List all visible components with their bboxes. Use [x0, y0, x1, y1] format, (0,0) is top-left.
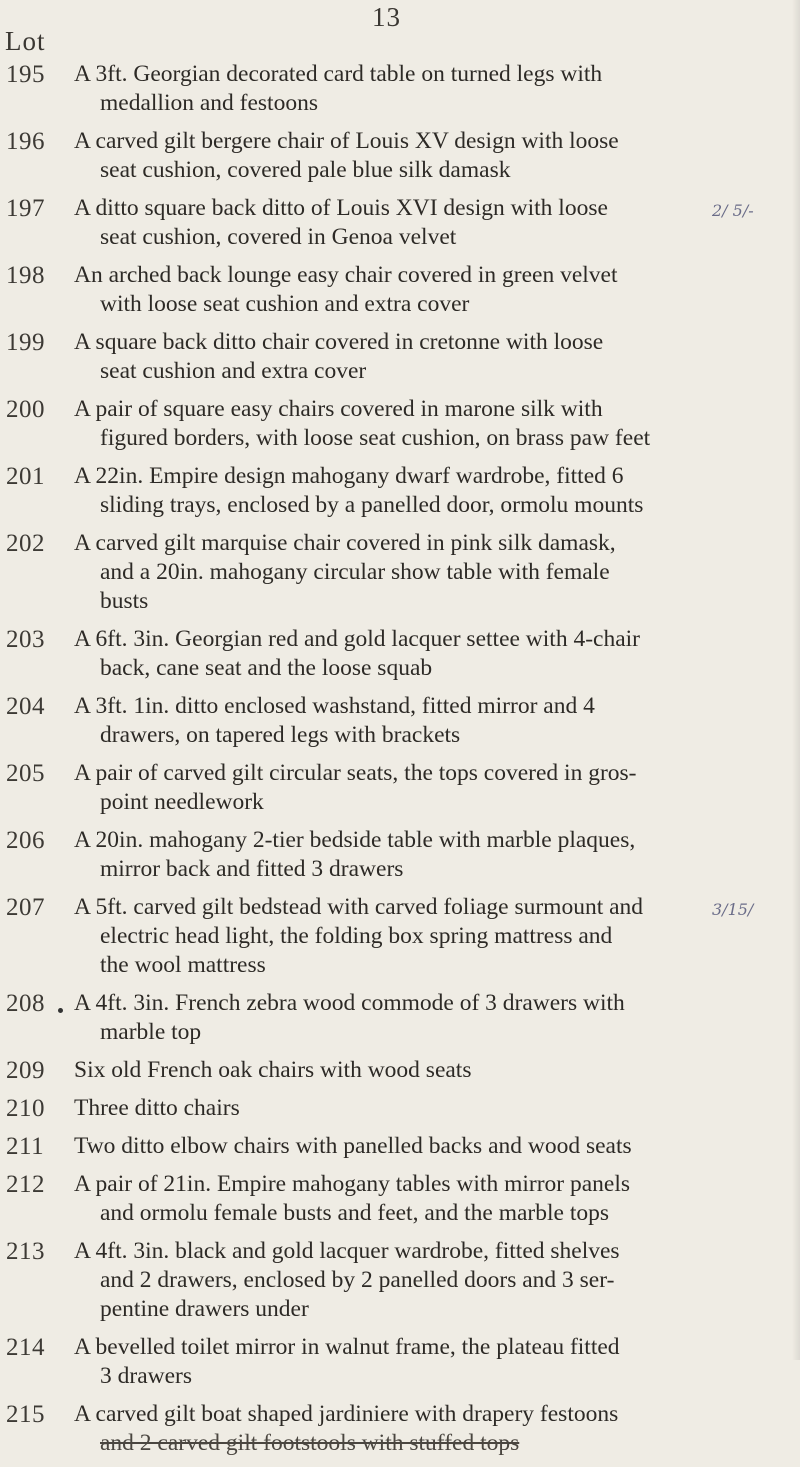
- handwritten-price: 3/15/: [712, 900, 754, 919]
- lot-description-line: electric head light, the folding box spring mattress and: [100, 923, 613, 949]
- lot-description: [74, 328, 714, 386]
- lot-description-line: A ditto square back ditto of Louis XVI design with loose: [74, 195, 608, 221]
- lot-description-line: A pair of carved gilt circular seats, the tops covered in gros-: [74, 760, 637, 786]
- lot-column-header: Lot: [5, 26, 46, 56]
- lot-entry: [0, 1400, 800, 1458]
- lot-description-line: A carved gilt marquise chair covered in pink silk damask,: [74, 530, 616, 556]
- lot-description-line: A 5ft. carved gilt bedstead with carved foliage surmount and: [74, 894, 644, 920]
- lot-description-line: 3 drawers: [100, 1363, 193, 1389]
- lot-number: 197: [6, 195, 45, 222]
- lot-description-line: A carved gilt boat shaped jardiniere with drapery festoons: [74, 1401, 619, 1427]
- lot-list: [0, 60, 800, 1467]
- lot-description-line: A 4ft. 3in. French zebra wood commode of 3 drawers with: [74, 990, 625, 1016]
- lot-description: [74, 462, 714, 520]
- lot-number: 211: [6, 1133, 45, 1160]
- lot-description: [74, 1333, 714, 1391]
- lot-entry: [0, 759, 800, 817]
- lot-entry: [0, 625, 800, 683]
- page-number: 13: [372, 2, 401, 32]
- lot-description: [74, 759, 714, 817]
- lot-entry: [0, 462, 800, 520]
- lot-description-line: A square back ditto chair covered in cretonne with loose: [74, 329, 604, 355]
- lot-number: 196: [6, 128, 45, 155]
- lot-number: 195: [6, 61, 45, 88]
- lot-description: [74, 989, 714, 1047]
- lot-description: [74, 395, 714, 453]
- lot-number: 199: [6, 329, 45, 356]
- lot-description-line: point needlework: [100, 789, 264, 815]
- lot-description-line: A pair of square easy chairs covered in marone silk with: [74, 396, 603, 422]
- handwritten-price: 2/ 5/-: [712, 201, 754, 220]
- lot-entry: [0, 1056, 800, 1085]
- lot-description-line: and ormolu female busts and feet, and the marble tops: [100, 1200, 610, 1226]
- lot-entry: [0, 60, 800, 118]
- lot-number: 201: [6, 463, 45, 490]
- lot-description-line: pentine drawers under: [100, 1296, 309, 1322]
- lot-description-line: seat cushion, covered in Genoa velvet: [100, 224, 457, 250]
- lot-description-line: A 6ft. 3in. Georgian red and gold lacquer settee with 4-chair: [74, 626, 640, 652]
- lot-description-line: seat cushion, covered pale blue silk damask: [100, 157, 511, 183]
- lot-description: [74, 625, 714, 683]
- lot-description-line: A pair of 21in. Empire mahogany tables with mirror panels: [74, 1171, 631, 1197]
- lot-number: 200: [6, 396, 45, 423]
- lot-number: 215: [6, 1401, 45, 1428]
- lot-entry: [0, 989, 800, 1047]
- lot-description-line: marble top: [100, 1019, 202, 1045]
- lot-number: 206: [6, 827, 45, 854]
- lot-number: 209: [6, 1057, 45, 1084]
- lot-entry: [0, 1094, 800, 1123]
- lot-description-line: A 22in. Empire design mahogany dwarf wardrobe, fitted 6: [74, 463, 624, 489]
- lot-number: 213: [6, 1238, 45, 1265]
- lot-entry: [0, 1237, 800, 1324]
- lot-description: [74, 1400, 714, 1458]
- lot-entry: [0, 1170, 800, 1228]
- lot-description: [74, 60, 714, 118]
- lot-description-line: Two ditto elbow chairs with panelled backs and wood seats: [74, 1133, 632, 1159]
- lot-description-line: A bevelled toilet mirror in walnut frame, the plateau fitted: [74, 1334, 620, 1360]
- lot-number: 202: [6, 530, 45, 557]
- lot-number: 207: [6, 894, 45, 921]
- lot-description-line: the wool mattress: [100, 952, 266, 978]
- lot-description: [74, 692, 714, 750]
- lot-description-line: figured borders, with loose seat cushion, on brass paw feet: [100, 425, 651, 451]
- lot-description-line: A carved gilt bergere chair of Louis XV design with loose: [74, 128, 619, 154]
- lot-description-line: back, cane seat and the loose squab: [100, 655, 433, 681]
- lot-description-line: busts: [100, 588, 149, 614]
- lot-number: 204: [6, 693, 45, 720]
- lot-description: [74, 826, 714, 884]
- lot-number: 212: [6, 1171, 45, 1198]
- lot-number: 208: [6, 990, 45, 1017]
- lot-description: [74, 893, 714, 980]
- lot-description: [74, 1094, 714, 1123]
- lot-description: [74, 1132, 714, 1161]
- lot-description-line: sliding trays, enclosed by a panelled door, ormolu mounts: [100, 492, 644, 518]
- lot-description-line: An arched back lounge easy chair covered in green velvet: [74, 262, 618, 288]
- lot-description-line: and 2 carved gilt footstools with stuffed tops: [100, 1430, 520, 1456]
- lot-description-line: and a 20in. mahogany circular show table with female: [100, 559, 610, 585]
- lot-number: 205: [6, 760, 45, 787]
- lot-entry: [0, 1132, 800, 1161]
- lot-description-line: drawers, on tapered legs with brackets: [100, 722, 461, 748]
- lot-entry: [0, 261, 800, 319]
- lot-description-line: A 3ft. 1in. ditto enclosed washstand, fitted mirror and 4: [74, 693, 595, 719]
- lot-description: [74, 194, 714, 252]
- lot-entry: [0, 127, 800, 185]
- lot-entry: [0, 1333, 800, 1391]
- lot-description-line: A 3ft. Georgian decorated card table on turned legs with: [74, 61, 603, 87]
- page-edge-shadow: [792, 0, 800, 1360]
- lot-description-line: with loose seat cushion and extra cover: [100, 291, 470, 317]
- lot-number: 198: [6, 262, 45, 289]
- lot-entry: [0, 328, 800, 386]
- lot-description-line: Six old French oak chairs with wood seats: [74, 1057, 472, 1083]
- lot-description-line: mirror back and fitted 3 drawers: [100, 856, 404, 882]
- lot-description: [74, 1237, 714, 1324]
- lot-description-line: medallion and festoons: [100, 90, 318, 116]
- lot-description-line: Three ditto chairs: [74, 1095, 240, 1121]
- lot-entry: [0, 692, 800, 750]
- lot-description-line: seat cushion and extra cover: [100, 358, 367, 384]
- lot-description-line: A 20in. mahogany 2-tier bedside table with marble plaques,: [74, 827, 636, 853]
- lot-description-line: and 2 drawers, enclosed by 2 panelled doors and 3 ser-: [100, 1267, 615, 1293]
- lot-description: [74, 529, 714, 616]
- lot-entry: [0, 826, 800, 884]
- lot-description: [74, 127, 714, 185]
- lot-entry: [0, 893, 800, 980]
- lot-description: [74, 261, 714, 319]
- lot-number: 203: [6, 626, 45, 653]
- lot-description-line: A 4ft. 3in. black and gold lacquer wardrobe, fitted shelves: [74, 1238, 620, 1264]
- lot-description: [74, 1170, 714, 1228]
- lot-entry: [0, 529, 800, 616]
- lot-number: 214: [6, 1334, 45, 1361]
- lot-description: [74, 1056, 714, 1085]
- lot-entry: [0, 395, 800, 453]
- lot-number: 210: [6, 1095, 45, 1122]
- lot-entry: [0, 194, 800, 252]
